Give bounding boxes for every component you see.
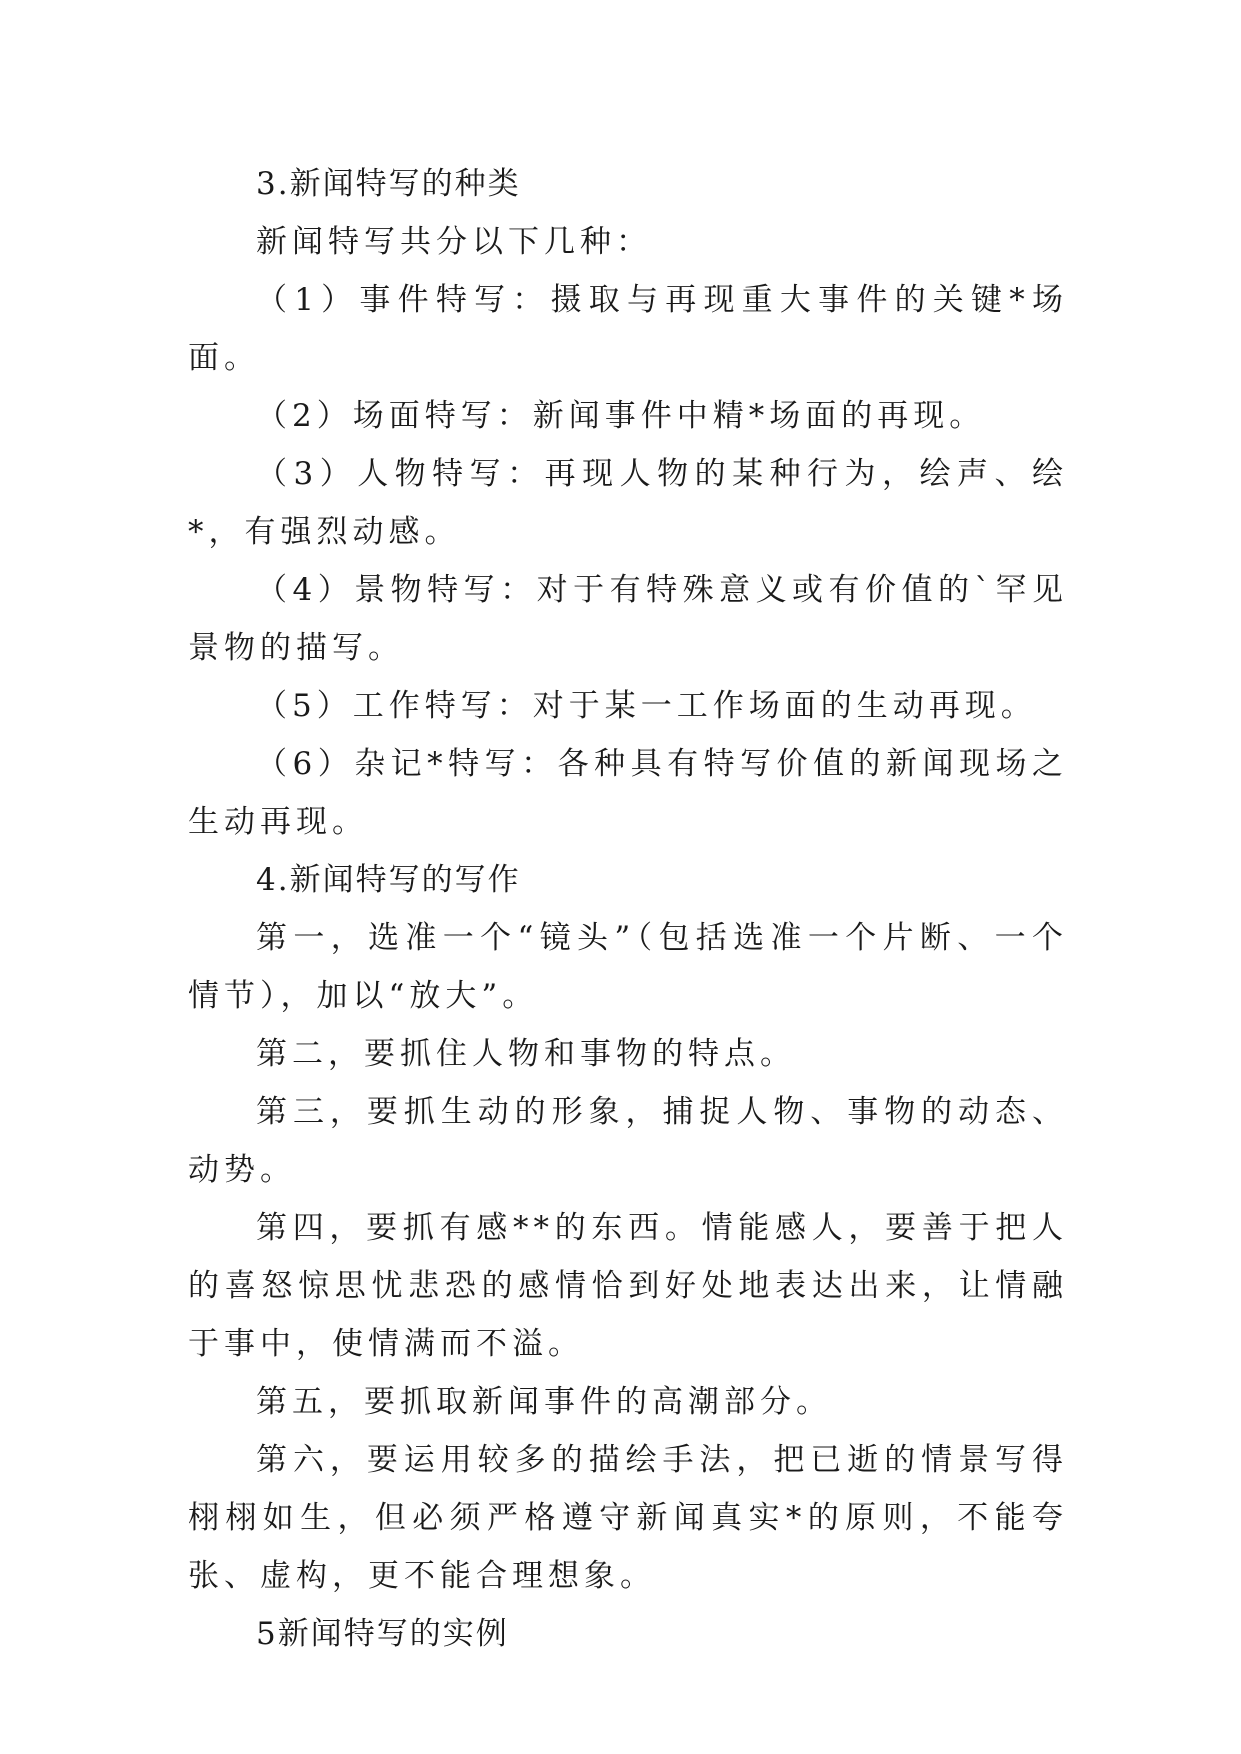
section-heading-types: 3.新闻特写的种类	[256, 166, 521, 202]
paragraph-fifth: 第五，要抓取新闻事件的高潮部分。	[256, 1384, 832, 1420]
list-item-event: （1）事件特写：摄取与再现重大事件的关键*场面。	[188, 282, 1068, 376]
list-item-landscape: （4）景物特写：对于有特殊意义或有价值的`罕见景物的描写。	[188, 572, 1068, 666]
list-item-miscellany: （6）杂记*特写：各种具有特写价值的新闻现场之生动再现。	[188, 746, 1068, 840]
list-item-person: （3）人物特写：再现人物的某种行为，绘声、绘*，有强烈动感。	[188, 456, 1068, 550]
paragraph-first: 第一，选准一个“镜头”（包括选准一个片断、一个情节），加以“放大”。	[188, 920, 1068, 1014]
paragraph-sixth: 第六，要运用较多的描绘手法，把已逝的情景写得栩栩如生，但必须严格遵守新闻真实*的原则，不能夸张、虚构，更不能合理想象。	[188, 1442, 1068, 1594]
body-text	[188, 155, 1068, 1663]
list-item-work: （5）工作特写：对于某一工作场面的生动再现。	[256, 688, 1037, 724]
paragraph-fourth: 第四，要抓有感**的东西。情能感人，要善于把人的喜怒惊思忧悲恐的感情恰到好处地表达出来，让情融于事中，使情满而不溢。	[188, 1210, 1068, 1362]
paragraph-second: 第二，要抓住人物和事物的特点。	[256, 1036, 796, 1072]
paragraph-third: 第三，要抓生动的形象，捕捉人物、事物的动态、动势。	[188, 1094, 1068, 1188]
paragraph-intro: 新闻特写共分以下几种：	[256, 224, 652, 260]
list-item-scene: （2）场面特写：新闻事件中精*场面的再现。	[256, 398, 986, 434]
section-heading-examples: 5新闻特写的实例	[256, 1616, 509, 1652]
section-heading-writing: 4.新闻特写的写作	[256, 862, 521, 898]
